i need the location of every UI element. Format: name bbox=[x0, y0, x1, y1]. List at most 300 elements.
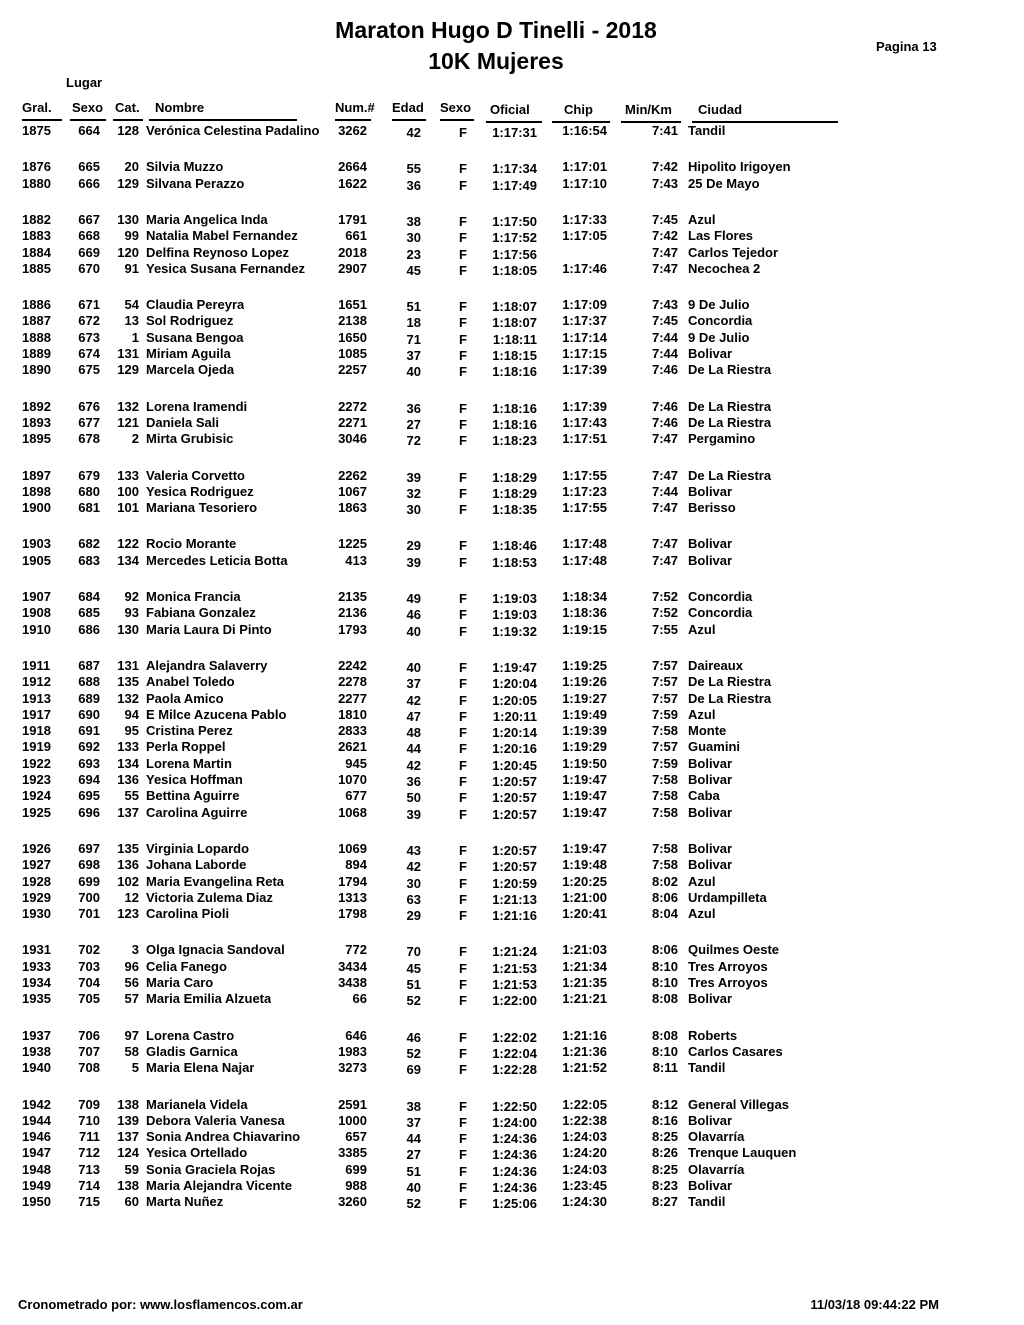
cell-cat-place: 60 bbox=[124, 1194, 139, 1210]
cell-sexo: F bbox=[459, 908, 467, 924]
cell-sexo: F bbox=[459, 364, 467, 380]
cell-ciudad: Roberts bbox=[688, 1027, 738, 1043]
cell-gral: 1898 bbox=[22, 483, 51, 499]
table-row bbox=[0, 772, 1024, 788]
cell-chip: 1:17:46 bbox=[562, 260, 607, 276]
cell-nombre: Maria Caro bbox=[146, 975, 214, 990]
cell-num: 2018 bbox=[338, 244, 367, 260]
cell-nombre: Cristina Perez bbox=[146, 723, 233, 739]
cell-ciudad: Bolivar bbox=[688, 536, 733, 552]
cell-sexo: F bbox=[459, 1131, 467, 1147]
cell-nombre: Victoria Zulema Diaz bbox=[146, 889, 273, 905]
cell-cat-place: 56 bbox=[124, 975, 139, 990]
cell-oficial: 1:18:53 bbox=[492, 554, 537, 570]
cell-edad: 52 bbox=[406, 1196, 421, 1212]
table-row bbox=[0, 431, 1024, 447]
cell-nombre: Maria Elena Najar bbox=[146, 1060, 255, 1076]
cell-cat-place: 122 bbox=[117, 536, 139, 552]
cell-sexo-place: 678 bbox=[78, 431, 100, 447]
cell-sexo-place: 707 bbox=[78, 1043, 100, 1059]
cell-num: 2664 bbox=[338, 159, 367, 175]
cell-sexo: F bbox=[459, 315, 467, 331]
table-row bbox=[0, 245, 1024, 261]
cell-cat-place: 136 bbox=[117, 857, 139, 873]
cell-sexo: F bbox=[459, 1180, 467, 1195]
col-header-edad: Edad bbox=[392, 100, 424, 115]
cell-oficial: 1:18:05 bbox=[492, 262, 537, 278]
cell-num: 1000 bbox=[338, 1112, 367, 1128]
cell-oficial: 1:25:06 bbox=[492, 1196, 537, 1212]
cell-ciudad: De La Riestra bbox=[688, 362, 772, 378]
table-row bbox=[0, 228, 1024, 244]
cell-num: 1791 bbox=[338, 211, 367, 227]
cell-num: 661 bbox=[345, 228, 367, 244]
cell-edad: 51 bbox=[406, 299, 421, 315]
cell-ciudad: Bolivar bbox=[688, 857, 733, 873]
cell-edad: 72 bbox=[406, 433, 421, 449]
cell-gral: 1940 bbox=[22, 1060, 51, 1076]
cell-minkm: 8:27 bbox=[651, 1194, 678, 1210]
cell-gral: 1911 bbox=[22, 657, 51, 673]
cell-gral: 1918 bbox=[22, 723, 51, 739]
cell-gral: 1884 bbox=[22, 244, 51, 260]
cell-nombre: Lorena Martin bbox=[146, 755, 232, 771]
cell-num: 945 bbox=[345, 755, 367, 771]
cell-ciudad: Bolivar bbox=[688, 1178, 733, 1193]
cell-gral: 1893 bbox=[22, 414, 51, 430]
cell-ciudad: 9 De Julio bbox=[688, 329, 750, 345]
table-row bbox=[0, 739, 1024, 755]
cell-sexo-place: 706 bbox=[78, 1027, 100, 1043]
cell-minkm: 7:46 bbox=[651, 398, 678, 414]
cell-nombre: Virginia Lopardo bbox=[146, 840, 250, 856]
col-header-chip: Chip bbox=[564, 102, 593, 117]
cell-num: 1313 bbox=[338, 889, 367, 905]
cell-ciudad: Azul bbox=[688, 621, 716, 637]
table-row bbox=[0, 622, 1024, 638]
table-row bbox=[0, 674, 1024, 690]
cell-minkm: 7:44 bbox=[651, 329, 678, 345]
cell-oficial: 1:20:59 bbox=[492, 875, 537, 891]
cell-nombre: Silvana Perazzo bbox=[146, 175, 245, 191]
cell-sexo-place: 684 bbox=[78, 589, 100, 604]
cell-chip: 1:21:35 bbox=[562, 975, 607, 990]
cell-nombre: Paola Amico bbox=[146, 690, 224, 706]
cell-cat-place: 129 bbox=[117, 175, 139, 191]
cell-chip: 1:17:33 bbox=[562, 211, 607, 227]
cell-sexo: F bbox=[459, 1045, 467, 1061]
cell-nombre: Maria Laura Di Pinto bbox=[146, 621, 272, 637]
table-row bbox=[0, 1060, 1024, 1076]
cell-nombre: Gladis Garnica bbox=[146, 1043, 238, 1059]
cell-cat-place: 55 bbox=[124, 788, 139, 804]
cell-nombre: Carolina Aguirre bbox=[146, 804, 248, 820]
cell-edad: 63 bbox=[406, 891, 421, 907]
cell-num: 3273 bbox=[338, 1060, 367, 1076]
cell-edad: 37 bbox=[406, 676, 421, 692]
cell-num: 646 bbox=[345, 1027, 367, 1043]
cell-cat-place: 59 bbox=[124, 1161, 139, 1177]
cell-ciudad: Daireaux bbox=[688, 657, 743, 673]
cell-sexo: F bbox=[459, 400, 467, 416]
cell-gral: 1875 bbox=[22, 123, 51, 138]
cell-nombre: Yesica Susana Fernandez bbox=[146, 260, 305, 276]
cell-edad: 37 bbox=[406, 1114, 421, 1130]
cell-edad: 52 bbox=[406, 993, 421, 1009]
cell-sexo: F bbox=[459, 433, 467, 449]
cell-num: 772 bbox=[345, 942, 367, 958]
cell-ciudad: 25 De Mayo bbox=[688, 175, 760, 191]
cell-nombre: Sonia Andrea Chiavarino bbox=[146, 1129, 301, 1145]
cell-minkm: 8:10 bbox=[651, 958, 678, 974]
cell-ciudad: Carlos Casares bbox=[688, 1043, 783, 1059]
cell-minkm: 7:45 bbox=[651, 211, 678, 227]
cell-gral: 1931 bbox=[22, 942, 51, 958]
cell-oficial: 1:20:57 bbox=[492, 774, 537, 789]
cell-num: 1798 bbox=[338, 906, 367, 922]
cell-minkm: 8:04 bbox=[651, 906, 678, 922]
table-row bbox=[0, 500, 1024, 516]
cell-ciudad: General Villegas bbox=[688, 1096, 789, 1112]
cell-cat-place: 123 bbox=[117, 906, 139, 922]
cell-ciudad: Bolivar bbox=[688, 346, 733, 361]
cell-oficial: 1:24:36 bbox=[492, 1147, 537, 1163]
cell-minkm: 7:42 bbox=[651, 159, 678, 175]
cell-chip: 1:19:47 bbox=[562, 772, 607, 787]
cell-oficial: 1:20:14 bbox=[492, 725, 537, 741]
cell-cat-place: 12 bbox=[124, 889, 139, 905]
cell-cat-place: 137 bbox=[117, 804, 139, 820]
cell-oficial: 1:18:16 bbox=[492, 400, 537, 416]
cell-edad: 47 bbox=[406, 708, 421, 724]
cell-num: 3260 bbox=[338, 1194, 367, 1210]
cell-num: 657 bbox=[345, 1129, 367, 1145]
cell-minkm: 8:25 bbox=[651, 1129, 678, 1145]
cell-nombre: Yesica Rodriguez bbox=[146, 483, 254, 499]
cell-oficial: 1:18:29 bbox=[492, 469, 537, 485]
table-row bbox=[0, 1194, 1024, 1210]
cell-chip: 1:16:54 bbox=[562, 123, 607, 138]
cell-edad: 42 bbox=[406, 125, 421, 140]
cell-nombre: Delfina Reynoso Lopez bbox=[146, 244, 290, 260]
table-row bbox=[0, 330, 1024, 346]
cell-gral: 1917 bbox=[22, 706, 51, 722]
cell-edad: 30 bbox=[406, 502, 421, 518]
cell-edad: 48 bbox=[406, 725, 421, 741]
cell-cat-place: 95 bbox=[124, 723, 139, 739]
cell-minkm: 8:06 bbox=[651, 942, 678, 958]
cell-edad: 23 bbox=[406, 246, 421, 262]
cell-sexo: F bbox=[459, 757, 467, 773]
cell-gral: 1925 bbox=[22, 804, 51, 820]
cell-sexo: F bbox=[459, 676, 467, 692]
cell-sexo-place: 690 bbox=[78, 706, 100, 722]
cell-gral: 1935 bbox=[22, 991, 51, 1007]
cell-chip: 1:19:48 bbox=[562, 857, 607, 873]
cell-ciudad: Bolivar bbox=[688, 1112, 733, 1128]
cell-num: 677 bbox=[345, 788, 367, 804]
cell-nombre: Carolina Pioli bbox=[146, 906, 230, 922]
cell-nombre: Susana Bengoa bbox=[146, 329, 244, 345]
cell-num: 413 bbox=[345, 552, 367, 568]
cell-gral: 1926 bbox=[22, 840, 51, 856]
cell-ciudad: Caba bbox=[688, 788, 720, 804]
cell-oficial: 1:24:36 bbox=[492, 1131, 537, 1147]
cell-ciudad: Tres Arroyos bbox=[688, 958, 768, 974]
cell-num: 699 bbox=[345, 1161, 367, 1177]
cell-sexo: F bbox=[459, 416, 467, 432]
cell-cat-place: 131 bbox=[117, 346, 139, 361]
cell-nombre: Marcela Ojeda bbox=[146, 362, 235, 378]
cell-gral: 1913 bbox=[22, 690, 51, 706]
cell-nombre: Perla Roppel bbox=[146, 739, 226, 755]
cell-chip: 1:19:27 bbox=[562, 690, 607, 706]
cell-num: 2833 bbox=[338, 723, 367, 739]
cell-cat-place: 1 bbox=[131, 329, 139, 345]
cell-gral: 1934 bbox=[22, 975, 51, 990]
cell-chip: 1:24:20 bbox=[562, 1145, 607, 1161]
cell-num: 1651 bbox=[338, 297, 367, 313]
cell-sexo: F bbox=[459, 891, 467, 907]
cell-sexo: F bbox=[459, 944, 467, 960]
cell-edad: 71 bbox=[406, 331, 421, 347]
cell-sexo: F bbox=[459, 659, 467, 675]
cell-ciudad: Urdampilleta bbox=[688, 889, 767, 905]
cell-gral: 1919 bbox=[22, 739, 51, 755]
cell-edad: 44 bbox=[406, 1131, 421, 1147]
cell-sexo-place: 667 bbox=[78, 211, 100, 227]
cell-gral: 1922 bbox=[22, 755, 51, 771]
cell-minkm: 7:57 bbox=[651, 739, 678, 755]
cell-chip: 1:17:51 bbox=[562, 431, 607, 447]
cell-sexo: F bbox=[459, 993, 467, 1009]
cell-sexo: F bbox=[459, 806, 467, 822]
cell-oficial: 1:18:07 bbox=[492, 315, 537, 331]
table-row bbox=[0, 890, 1024, 906]
cell-num: 2138 bbox=[338, 313, 367, 329]
table-row bbox=[0, 297, 1024, 313]
cell-sexo-place: 701 bbox=[78, 906, 100, 922]
cell-sexo: F bbox=[459, 1029, 467, 1045]
cell-num: 2135 bbox=[338, 589, 367, 604]
table-row bbox=[0, 707, 1024, 723]
cell-sexo-place: 715 bbox=[78, 1194, 100, 1210]
cell-nombre: Sonia Graciela Rojas bbox=[146, 1161, 276, 1177]
cell-cat-place: 130 bbox=[117, 621, 139, 637]
cell-ciudad: Pergamino bbox=[688, 431, 756, 447]
cell-minkm: 7:58 bbox=[651, 772, 678, 787]
col-header-nombre: Nombre bbox=[155, 100, 205, 115]
cell-edad: 42 bbox=[406, 859, 421, 875]
table-row bbox=[0, 1178, 1024, 1194]
cell-chip: 1:17:55 bbox=[562, 500, 607, 516]
cell-ciudad: Bolivar bbox=[688, 552, 733, 568]
cell-sexo: F bbox=[459, 607, 467, 623]
cell-sexo-place: 696 bbox=[78, 804, 100, 820]
header-underline bbox=[70, 119, 106, 121]
cell-edad: 46 bbox=[406, 607, 421, 623]
cell-oficial: 1:24:36 bbox=[492, 1180, 537, 1195]
cell-edad: 51 bbox=[406, 977, 421, 992]
cell-nombre: Fabiana Gonzalez bbox=[146, 605, 256, 621]
cell-cat-place: 58 bbox=[124, 1043, 139, 1059]
cell-oficial: 1:19:03 bbox=[492, 591, 537, 606]
cell-edad: 44 bbox=[406, 741, 421, 757]
cell-gral: 1905 bbox=[22, 552, 51, 568]
cell-sexo: F bbox=[459, 859, 467, 875]
table-row bbox=[0, 468, 1024, 484]
table-row bbox=[0, 942, 1024, 958]
cell-sexo: F bbox=[459, 1062, 467, 1078]
cell-edad: 29 bbox=[406, 538, 421, 554]
cell-ciudad: De La Riestra bbox=[688, 398, 772, 414]
cell-cat-place: 101 bbox=[117, 500, 139, 516]
cell-minkm: 7:46 bbox=[651, 414, 678, 430]
cell-gral: 1942 bbox=[22, 1096, 51, 1112]
cell-num: 2272 bbox=[338, 398, 367, 414]
cell-oficial: 1:20:04 bbox=[492, 676, 537, 692]
cell-ciudad: Olavarría bbox=[688, 1161, 745, 1177]
cell-minkm: 7:47 bbox=[651, 467, 678, 483]
col-header-sexo2: Sexo bbox=[440, 100, 472, 115]
cell-oficial: 1:22:28 bbox=[492, 1062, 537, 1078]
cell-sexo-place: 698 bbox=[78, 857, 100, 873]
cell-gral: 1882 bbox=[22, 211, 51, 227]
cell-chip: 1:17:39 bbox=[562, 398, 607, 414]
cell-oficial: 1:20:05 bbox=[492, 692, 537, 708]
cell-ciudad: De La Riestra bbox=[688, 414, 772, 430]
cell-minkm: 8:02 bbox=[651, 873, 678, 889]
cell-nombre: Sol Rodriguez bbox=[146, 313, 234, 329]
cell-num: 3385 bbox=[338, 1145, 367, 1161]
cell-num: 2257 bbox=[338, 362, 367, 378]
cell-ciudad: Tandil bbox=[688, 1194, 726, 1210]
cell-chip: 1:21:52 bbox=[562, 1060, 607, 1076]
table-row bbox=[0, 362, 1024, 378]
cell-minkm: 7:58 bbox=[651, 788, 678, 804]
cell-num: 1067 bbox=[338, 483, 367, 499]
cell-chip: 1:17:43 bbox=[562, 414, 607, 430]
cell-sexo-place: 709 bbox=[78, 1096, 100, 1112]
cell-num: 1650 bbox=[338, 329, 367, 345]
cell-minkm: 7:57 bbox=[651, 674, 678, 690]
cell-sexo-place: 670 bbox=[78, 260, 100, 276]
cell-gral: 1948 bbox=[22, 1161, 51, 1177]
cell-edad: 42 bbox=[406, 692, 421, 708]
cell-cat-place: 5 bbox=[131, 1060, 139, 1076]
cell-oficial: 1:19:32 bbox=[492, 623, 537, 639]
cell-gral: 1910 bbox=[22, 621, 51, 637]
cell-sexo-place: 702 bbox=[78, 942, 100, 958]
cell-cat-place: 137 bbox=[117, 1129, 139, 1145]
cell-cat-place: 129 bbox=[117, 362, 139, 378]
cell-ciudad: Concordia bbox=[688, 589, 753, 604]
table-row bbox=[0, 415, 1024, 431]
cell-oficial: 1:18:29 bbox=[492, 485, 537, 501]
cell-oficial: 1:17:34 bbox=[492, 161, 537, 177]
cell-oficial: 1:17:49 bbox=[492, 177, 537, 193]
cell-minkm: 8:16 bbox=[651, 1112, 678, 1128]
cell-edad: 46 bbox=[406, 1029, 421, 1045]
cell-ciudad: Bolivar bbox=[688, 804, 733, 820]
cell-minkm: 8:08 bbox=[651, 1027, 678, 1043]
cell-sexo: F bbox=[459, 692, 467, 708]
cell-ciudad: Las Flores bbox=[688, 228, 754, 244]
cell-chip: 1:17:01 bbox=[562, 159, 607, 175]
header-underline bbox=[440, 119, 474, 121]
cell-sexo: F bbox=[459, 591, 467, 606]
table-row bbox=[0, 906, 1024, 922]
cell-minkm: 7:59 bbox=[651, 706, 678, 722]
cell-cat-place: 133 bbox=[117, 739, 139, 755]
table-row bbox=[0, 313, 1024, 329]
cell-cat-place: 92 bbox=[124, 589, 139, 604]
cell-chip: 1:22:38 bbox=[562, 1112, 607, 1128]
cell-ciudad: De La Riestra bbox=[688, 690, 772, 706]
cell-chip: 1:19:50 bbox=[562, 755, 607, 771]
cell-cat-place: 135 bbox=[117, 674, 139, 690]
cell-gral: 1929 bbox=[22, 889, 51, 905]
cell-sexo-place: 693 bbox=[78, 755, 100, 771]
table-row bbox=[0, 756, 1024, 772]
cell-chip: 1:21:34 bbox=[562, 958, 607, 974]
cell-oficial: 1:17:50 bbox=[492, 213, 537, 229]
cell-minkm: 7:45 bbox=[651, 313, 678, 329]
cell-gral: 1890 bbox=[22, 362, 51, 378]
cell-num: 66 bbox=[352, 991, 367, 1007]
header-underline bbox=[149, 119, 297, 121]
cell-chip: 1:17:15 bbox=[562, 346, 607, 361]
cell-edad: 37 bbox=[406, 348, 421, 363]
cell-num: 2277 bbox=[338, 690, 367, 706]
cell-oficial: 1:17:31 bbox=[492, 125, 537, 140]
cell-chip: 1:17:55 bbox=[562, 467, 607, 483]
cell-sexo: F bbox=[459, 741, 467, 757]
table-row bbox=[0, 691, 1024, 707]
table-row bbox=[0, 841, 1024, 857]
cell-sexo-place: 695 bbox=[78, 788, 100, 804]
header-underline bbox=[392, 119, 426, 121]
cell-cat-place: 102 bbox=[117, 873, 139, 889]
col-header-ciudad: Ciudad bbox=[698, 102, 743, 117]
cell-nombre: Rocio Morante bbox=[146, 536, 237, 552]
cell-oficial: 1:22:50 bbox=[492, 1098, 537, 1114]
cell-ciudad: 9 De Julio bbox=[688, 297, 750, 313]
table-row bbox=[0, 1097, 1024, 1113]
cell-minkm: 7:47 bbox=[651, 431, 678, 447]
cell-sexo: F bbox=[459, 842, 467, 858]
table-row bbox=[0, 484, 1024, 500]
cell-minkm: 8:10 bbox=[651, 1043, 678, 1059]
cell-edad: 18 bbox=[406, 315, 421, 331]
cell-ciudad: Bolivar bbox=[688, 840, 733, 856]
cell-sexo-place: 681 bbox=[78, 500, 100, 516]
cell-sexo: F bbox=[459, 977, 467, 992]
cell-oficial: 1:20:57 bbox=[492, 806, 537, 822]
cell-oficial: 1:20:57 bbox=[492, 790, 537, 806]
cell-minkm: 7:44 bbox=[651, 346, 678, 361]
cell-gral: 1928 bbox=[22, 873, 51, 889]
cell-nombre: Maria Angelica Inda bbox=[146, 211, 268, 227]
cell-sexo: F bbox=[459, 348, 467, 363]
cell-sexo: F bbox=[459, 725, 467, 741]
cell-minkm: 7:59 bbox=[651, 755, 678, 771]
cell-nombre: Silvia Muzzo bbox=[146, 159, 224, 175]
cell-cat-place: 3 bbox=[131, 942, 139, 958]
cell-chip: 1:20:41 bbox=[562, 906, 607, 922]
cell-sexo-place: 688 bbox=[78, 674, 100, 690]
cell-nombre: Mercedes Leticia Botta bbox=[146, 552, 288, 568]
